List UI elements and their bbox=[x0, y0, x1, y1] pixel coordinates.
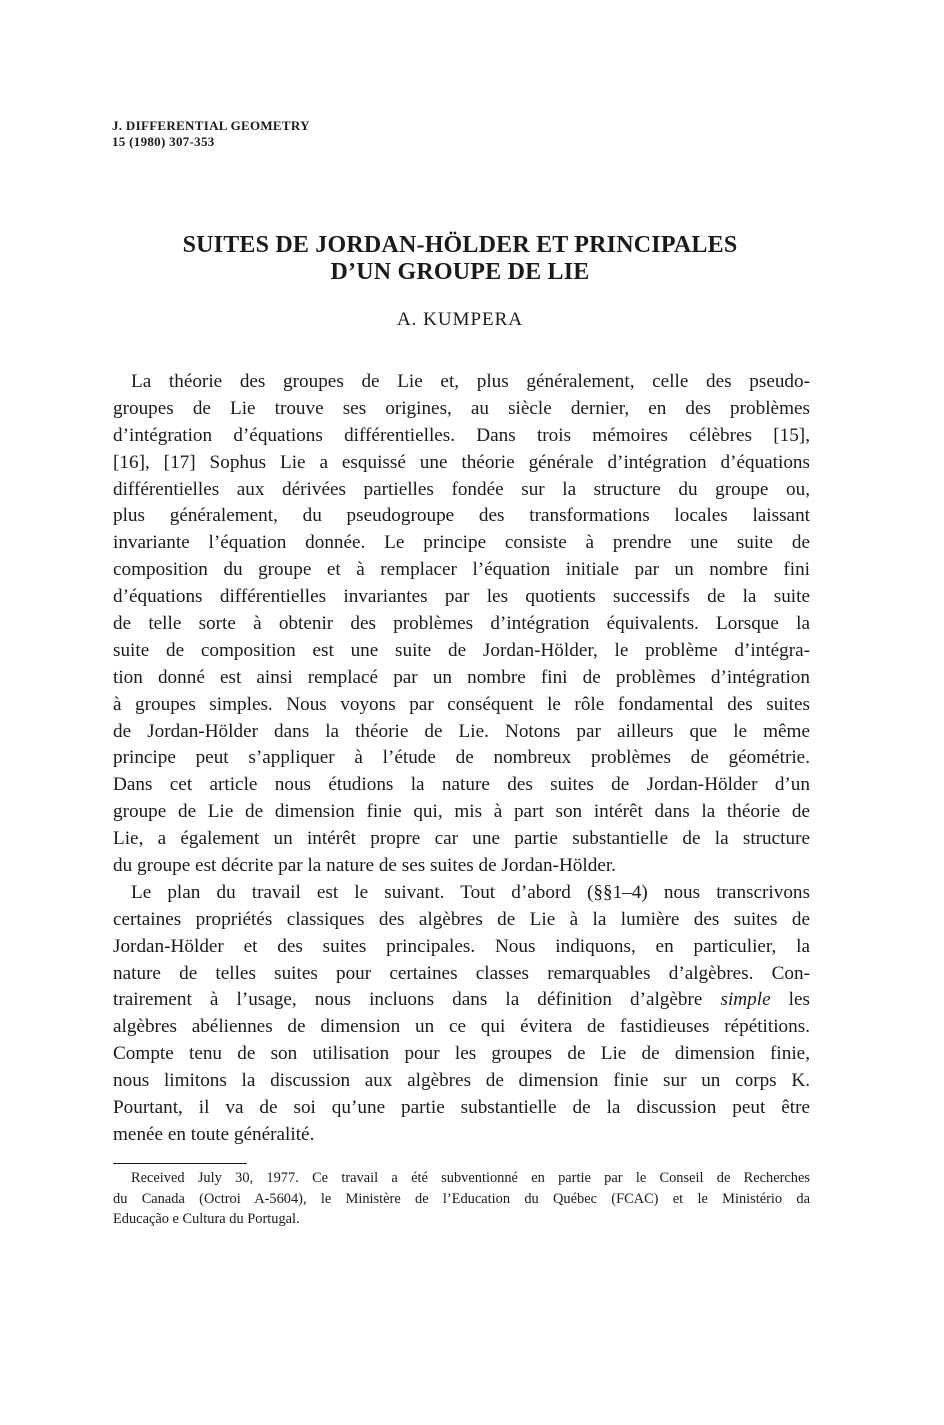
footnote-line: Educação e Cultura du Portugal. bbox=[113, 1211, 300, 1227]
text-line: nature de telles suites pour certaines classes remarquables d’algèbres. Con- bbox=[113, 962, 810, 984]
text-line: composition du groupe et à remplacer l’équation initiale par un nombre fini bbox=[113, 559, 810, 581]
title-line-1: SUITES DE JORDAN-HÖLDER ET PRINCIPALES bbox=[182, 232, 738, 258]
text-line: principe peut s’appliquer à l’étude de nombreux problèmes de géométrie. bbox=[113, 747, 810, 769]
text-line: suite de composition est une suite de Jordan-Hölder, le problème d’intégra- bbox=[113, 639, 810, 661]
text-line: nous limitons la discussion aux algèbres de dimension finie sur un corps K. bbox=[113, 1070, 810, 1092]
text-line: différentielles aux dérivées partielles fondée sur la structure du groupe ou, bbox=[113, 478, 810, 500]
footnote-line: Received July 30, 1977. Ce travail a été subventionné en partie par le Conseil de Recherches bbox=[131, 1170, 810, 1186]
footnote bbox=[113, 1168, 810, 1230]
paragraph-2 bbox=[113, 880, 810, 1149]
text-segment: les bbox=[770, 989, 810, 1011]
journal-volume: 15 (1980) 307-353 bbox=[112, 134, 215, 149]
title-line-2: D’UN GROUPE DE LIE bbox=[330, 259, 590, 285]
text-line: algèbres abéliennes de dimension un ce qui évitera de fastidieuses répétitions. bbox=[113, 1016, 810, 1038]
text-line: groupe de Lie de dimension finie qui, mis à part son intérêt dans la théorie de bbox=[113, 801, 810, 823]
text-line: de Jordan-Hölder dans la théorie de Lie. Notons par ailleurs que le même bbox=[113, 720, 810, 742]
text-line: à groupes simples. Nous voyons par conséquent le rôle fondamental des suites bbox=[113, 693, 810, 715]
text-line-with-emphasis bbox=[113, 987, 810, 1014]
text-line: [16], [17] Sophus Lie a esquissé une théorie générale d’intégration d’équations bbox=[113, 451, 810, 473]
text-line: La théorie des groupes de Lie et, plus généralement, celle des pseudo- bbox=[131, 371, 810, 392]
text-line: invariante l’équation donnée. Le principe consiste à prendre une suite de bbox=[113, 532, 810, 554]
text-line: Le plan du travail est le suivant. Tout d’abord (§§1–4) nous transcrivons bbox=[131, 881, 810, 903]
text-line: plus généralement, du pseudogroupe des transformations locales laissant bbox=[113, 505, 810, 527]
text-line: certaines propriétés classiques des algèbres de Lie à la lumière des suites de bbox=[113, 908, 810, 930]
paper-title bbox=[100, 232, 820, 286]
paragraph-1 bbox=[113, 369, 810, 880]
footnote-divider bbox=[113, 1163, 247, 1164]
text-line: de telle sorte à obtenir des problèmes d’intégration équivalents. Lorsque la bbox=[113, 613, 810, 635]
text-line: d’intégration d’équations différentielles. Dans trois mémoires célèbres [15], bbox=[113, 424, 810, 446]
journal-header bbox=[112, 118, 310, 150]
emphasis-simple: simple bbox=[720, 989, 771, 1011]
text-line: Pourtant, il va de soi qu’une partie substantielle de la discussion peut être bbox=[113, 1097, 810, 1119]
text-line: d’équations différentielles invariantes par les quotients successifs de la suite bbox=[113, 586, 810, 608]
text-line: Lie, a également un intérêt propre car une partie substantielle de la structure bbox=[113, 828, 810, 850]
body-text bbox=[113, 369, 810, 1149]
text-line: tion donné est ainsi remplacé par un nombre fini de problèmes d’intégration bbox=[113, 666, 810, 688]
footnote-line: du Canada (Octroi A-5604), le Ministère de l’Education du Québec (FCAC) et le Ministério da bbox=[113, 1190, 810, 1207]
text-line: du groupe est décrite par la nature de ses suites de Jordan-Hölder. bbox=[113, 855, 616, 877]
text-line: menée en toute généralité. bbox=[113, 1123, 315, 1145]
text-line: Compte tenu de son utilisation pour les groupes de Lie de dimension finie, bbox=[113, 1043, 810, 1065]
text-line: groupes de Lie trouve ses origines, au siècle dernier, en des problèmes bbox=[113, 397, 810, 419]
text-segment: trairement à l’usage, nous incluons dans la définition d’algèbre bbox=[113, 989, 721, 1011]
text-line: Dans cet article nous étudions la nature des suites de Jordan-Hölder d’un bbox=[113, 774, 810, 796]
author-name: A. KUMPERA bbox=[396, 309, 524, 330]
journal-name: J. DIFFERENTIAL GEOMETRY bbox=[112, 118, 310, 133]
text-line: Jordan-Hölder et des suites principales. Nous indiquons, en particulier, la bbox=[113, 935, 810, 957]
